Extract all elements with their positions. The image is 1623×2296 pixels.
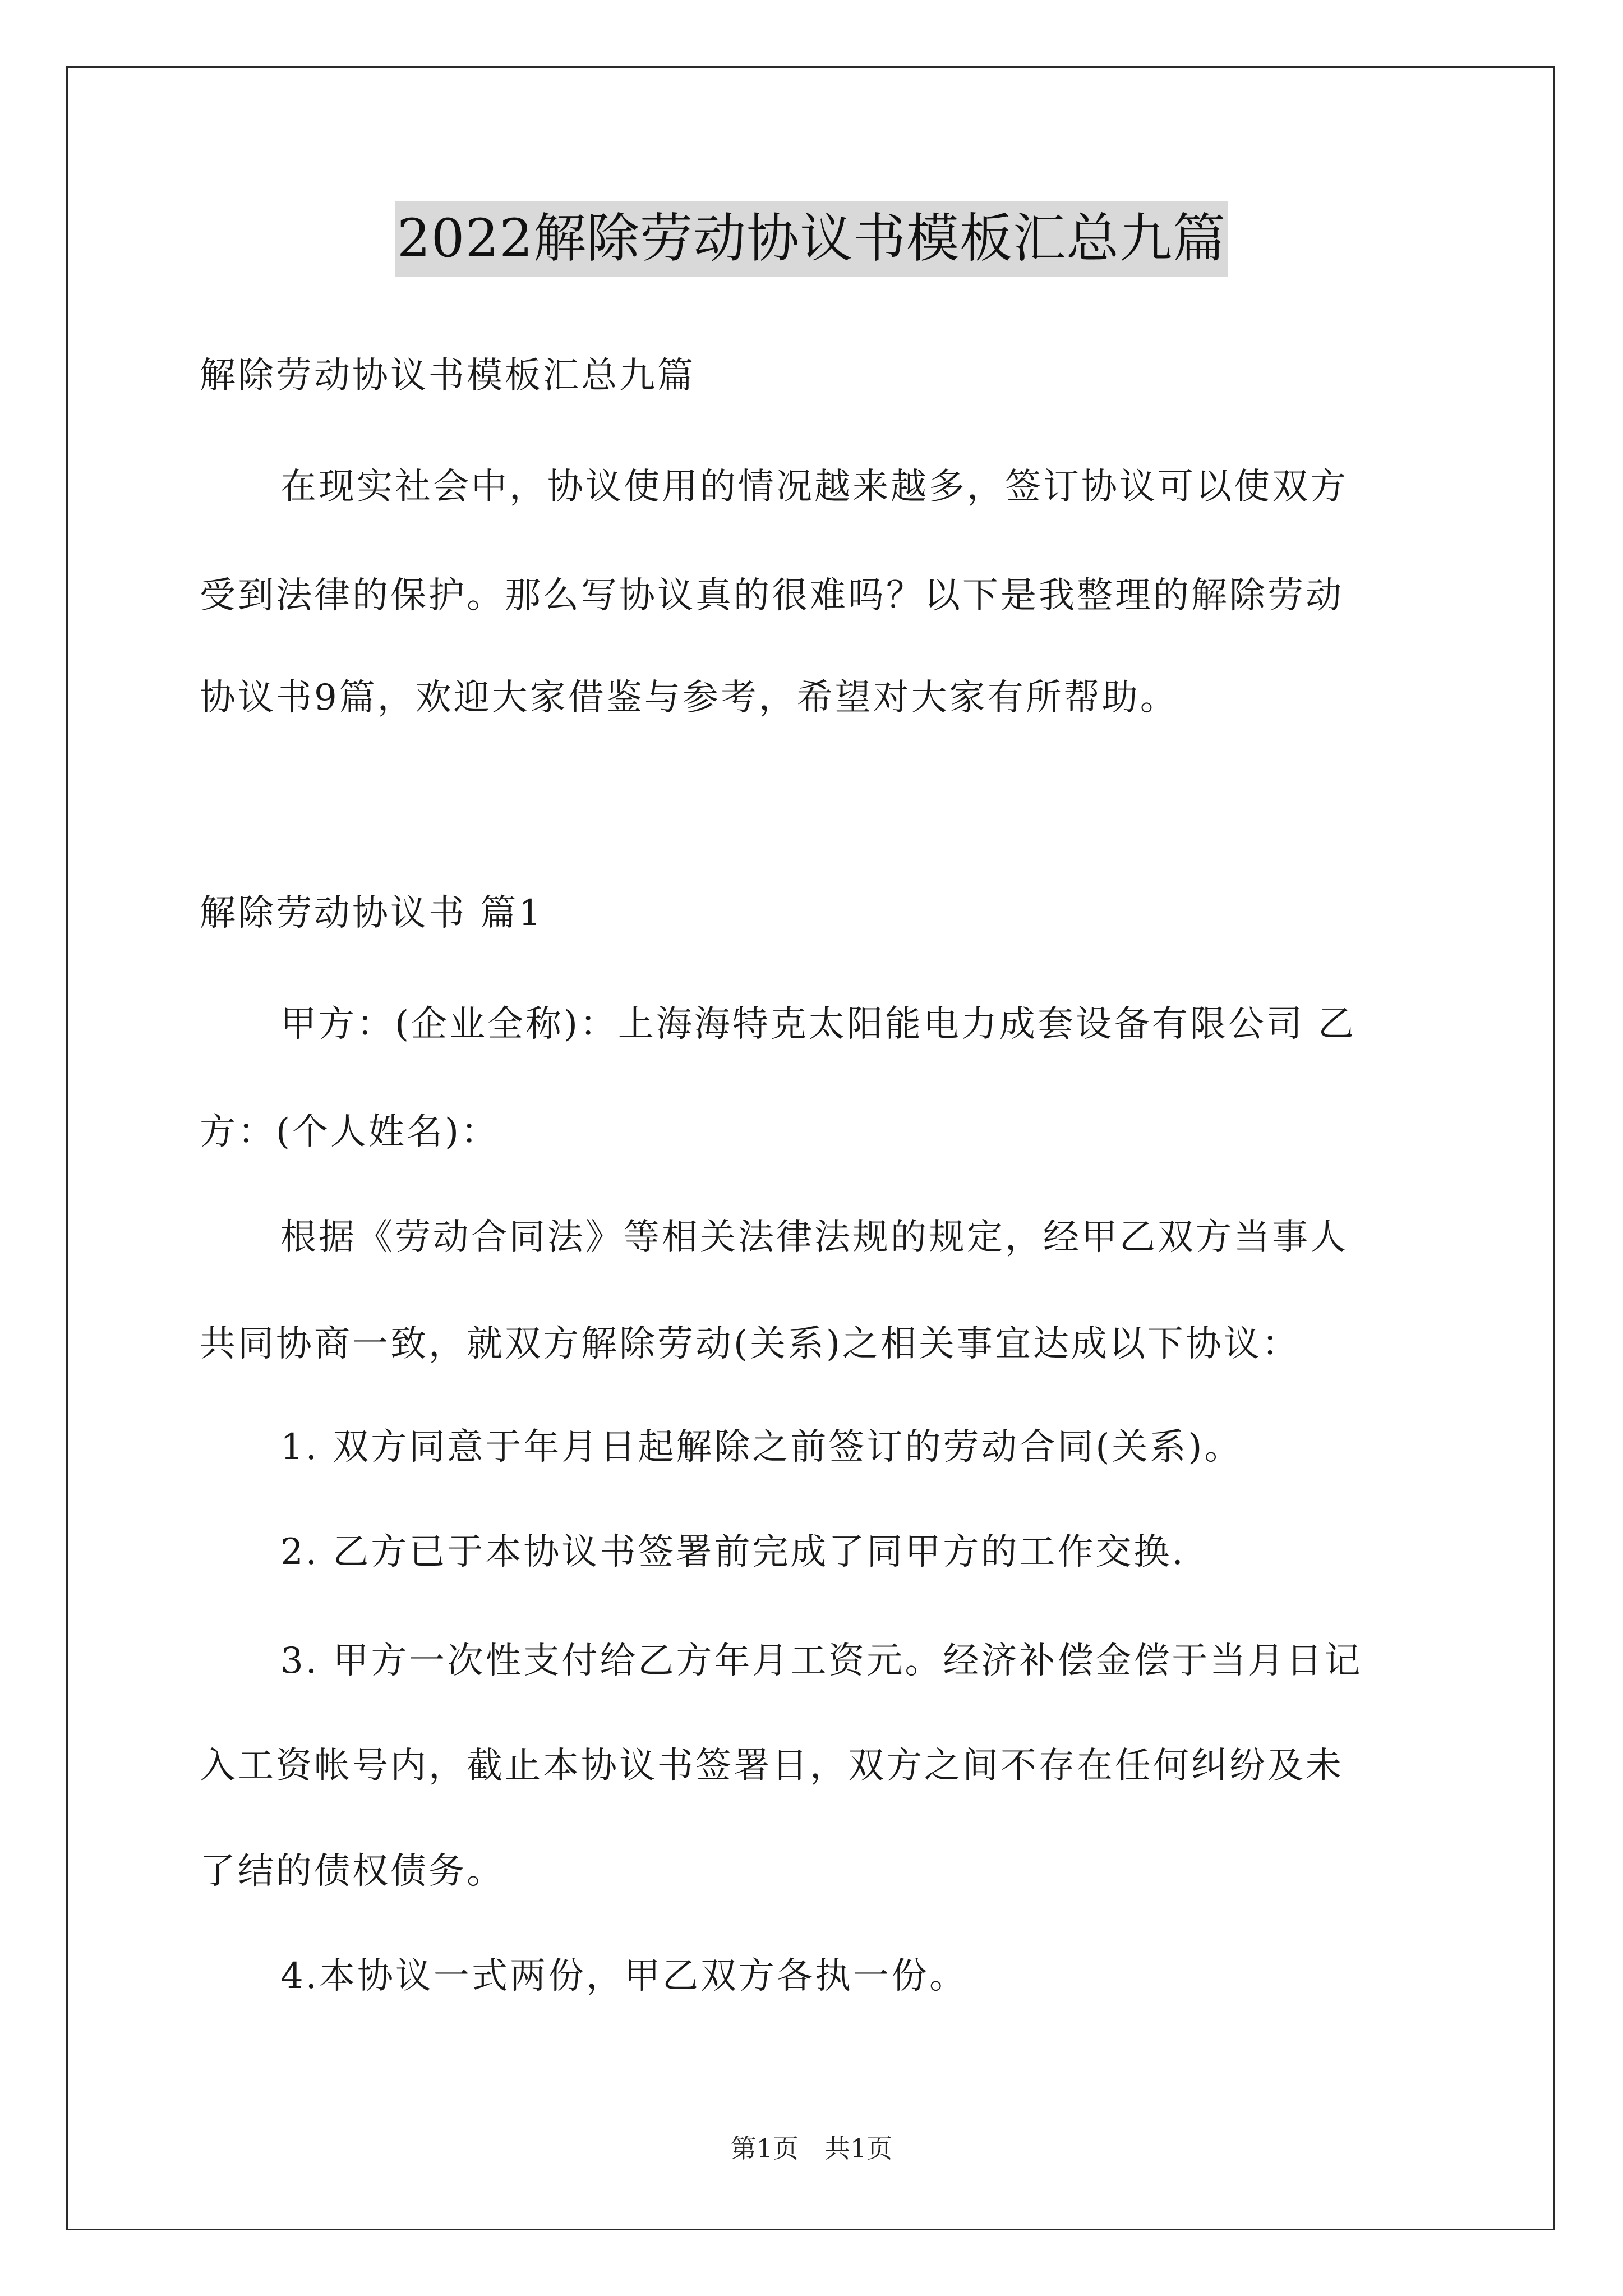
intro-line-3: 协议书9篇，欢迎大家借鉴与参考，希望对大家有所帮助。 <box>200 677 1178 719</box>
section-heading: 解除劳动协议书 篇1 <box>200 892 544 934</box>
document-subtitle: 解除劳动协议书模板汇总九篇 <box>200 355 695 397</box>
party-line-1: 甲方：(企业全称)：上海海特克太阳能电力成套设备有限公司 乙 <box>280 1004 1357 1045</box>
basis-line-1: 根据《劳动合同法》等相关法律法规的规定，经甲乙双方当事人 <box>280 1217 1348 1258</box>
clause-3-line-3: 了结的债权债务。 <box>200 1851 505 1892</box>
title-block <box>0 201 1623 277</box>
party-line-2: 方：(个人姓名)： <box>200 1111 499 1153</box>
page-footer: 第1页 共1页 <box>730 2133 893 2164</box>
basis-line-2: 共同协商一致，就双方解除劳动(关系)之相关事宜达成以下协议： <box>200 1323 1300 1365</box>
clause-4: 4.本协议一式两份，甲乙双方各执一份。 <box>280 1955 968 1997</box>
clause-3-line-1: 3. 甲方一次性支付给乙方年月工资元。经济补偿金偿于当月日记 <box>280 1640 1363 1682</box>
clause-1: 1. 双方同意于年月日起解除之前签订的劳动合同(关系)。 <box>280 1427 1243 1468</box>
clause-2: 2. 乙方已于本协议书签署前完成了同甲方的工作交换. <box>280 1531 1186 1573</box>
intro-line-2: 受到法律的保护。那么写协议真的很难吗？以下是我整理的解除劳动 <box>200 575 1344 616</box>
intro-line-1: 在现实社会中，协议使用的情况越来越多，签订协议可以使双方 <box>280 466 1348 508</box>
document-title: 2022解除劳动协议书模板汇总九篇 <box>395 201 1228 277</box>
clause-3-line-2: 入工资帐号内，截止本协议书签署日，双方之间不存在任何纠纷及未 <box>200 1745 1344 1787</box>
